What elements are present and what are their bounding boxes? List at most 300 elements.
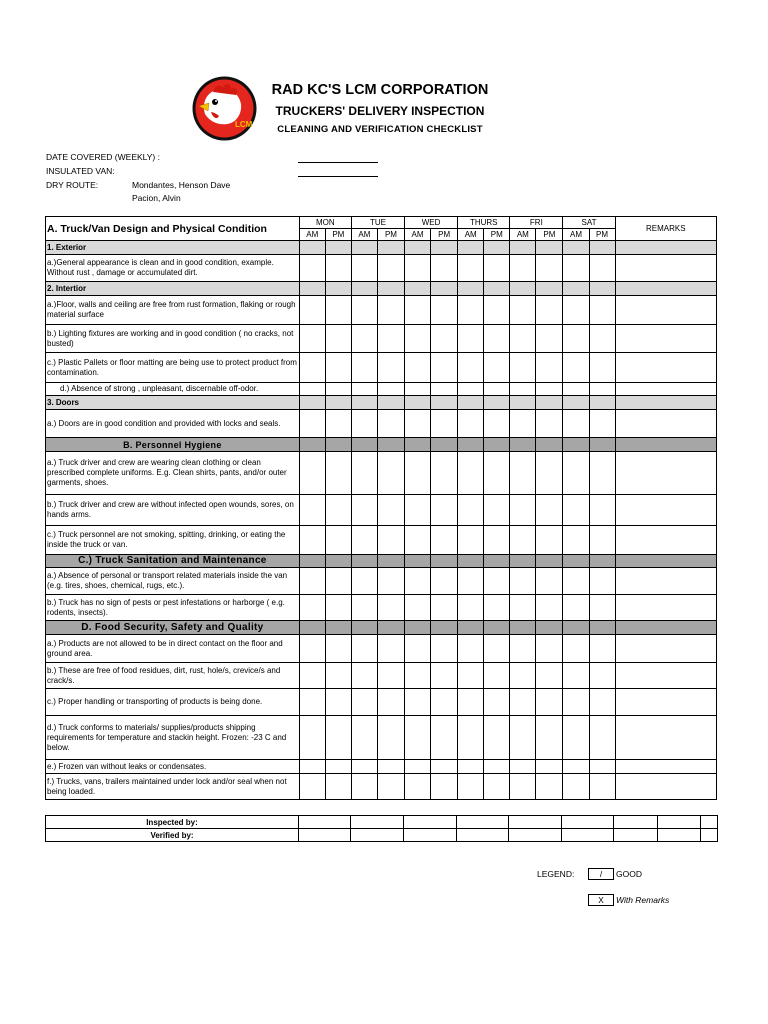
check-cell [510, 438, 536, 452]
check-cell[interactable] [351, 325, 377, 353]
check-cell[interactable] [484, 760, 510, 774]
check-cell[interactable] [431, 635, 458, 663]
check-cell[interactable] [377, 716, 404, 760]
check-cell[interactable] [405, 255, 431, 282]
checklist-item-label: c.) Plastic Pallets or floor matting are being use to protect product from contamination. [46, 353, 300, 383]
check-cell [484, 438, 510, 452]
remarks-cell [615, 396, 716, 410]
check-cell[interactable] [351, 255, 377, 282]
check-cell [563, 241, 589, 255]
signoff-cell[interactable] [299, 816, 351, 829]
signoff-cell[interactable] [562, 816, 614, 829]
remarks-cell[interactable] [615, 663, 716, 689]
pm-header: PM [325, 229, 351, 241]
legend-remarks-text: With Remarks [616, 895, 670, 905]
check-cell[interactable] [405, 568, 431, 595]
check-cell[interactable] [351, 635, 377, 663]
check-cell [589, 282, 615, 296]
check-cell[interactable] [299, 760, 325, 774]
am-header: AM [405, 229, 431, 241]
check-cell[interactable] [299, 716, 325, 760]
subsection-label: 2. Intertior [46, 282, 300, 296]
check-cell[interactable] [563, 383, 589, 396]
check-cell[interactable] [589, 526, 615, 555]
check-cell[interactable] [377, 568, 404, 595]
check-cell[interactable] [484, 663, 510, 689]
check-cell[interactable] [299, 296, 325, 325]
check-cell[interactable] [510, 452, 536, 495]
check-cell[interactable] [351, 296, 377, 325]
check-cell[interactable] [351, 410, 377, 438]
signoff-table [45, 815, 718, 842]
check-cell[interactable] [299, 526, 325, 555]
check-cell[interactable] [405, 716, 431, 760]
signoff-cell[interactable] [404, 816, 457, 829]
check-cell[interactable] [377, 452, 404, 495]
remarks-cell[interactable] [615, 774, 716, 800]
checklist-row [46, 716, 717, 760]
check-cell[interactable] [589, 689, 615, 716]
check-cell[interactable] [325, 635, 351, 663]
check-cell[interactable] [458, 495, 484, 526]
signoff-cell[interactable] [457, 816, 509, 829]
check-cell[interactable] [325, 383, 351, 396]
check-cell[interactable] [510, 568, 536, 595]
check-cell [351, 396, 377, 410]
check-cell[interactable] [431, 568, 458, 595]
check-cell[interactable] [484, 353, 510, 383]
subsection-row [46, 396, 717, 410]
check-cell[interactable] [536, 325, 563, 353]
check-cell[interactable] [299, 774, 325, 800]
check-cell[interactable] [325, 663, 351, 689]
check-cell[interactable] [377, 325, 404, 353]
check-cell[interactable] [405, 410, 431, 438]
check-cell[interactable] [431, 595, 458, 621]
signoff-cell[interactable] [614, 829, 658, 842]
signoff-cell[interactable] [701, 829, 718, 842]
check-cell[interactable] [536, 595, 563, 621]
check-cell[interactable] [351, 353, 377, 383]
remarks-cell[interactable] [615, 635, 716, 663]
check-cell[interactable] [458, 383, 484, 396]
check-cell [405, 555, 431, 568]
signoff-cell[interactable] [509, 816, 562, 829]
check-cell[interactable] [536, 410, 563, 438]
check-cell[interactable] [484, 296, 510, 325]
check-cell[interactable] [405, 495, 431, 526]
check-cell[interactable] [299, 353, 325, 383]
check-cell[interactable] [510, 689, 536, 716]
company-title: RAD KC'S LCM CORPORATION [271, 82, 489, 98]
check-cell[interactable] [377, 774, 404, 800]
check-cell[interactable] [458, 760, 484, 774]
check-cell[interactable] [563, 689, 589, 716]
check-cell[interactable] [405, 526, 431, 555]
check-cell[interactable] [299, 635, 325, 663]
check-cell[interactable] [510, 663, 536, 689]
check-cell[interactable] [431, 296, 458, 325]
remarks-cell[interactable] [615, 568, 716, 595]
check-cell[interactable] [536, 635, 563, 663]
check-cell[interactable] [510, 635, 536, 663]
check-cell[interactable] [351, 526, 377, 555]
check-cell[interactable] [325, 255, 351, 282]
remarks-cell[interactable] [615, 325, 716, 353]
check-cell[interactable] [536, 760, 563, 774]
legend-label: LEGEND: [537, 869, 575, 879]
check-cell[interactable] [510, 760, 536, 774]
check-cell[interactable] [536, 526, 563, 555]
check-cell[interactable] [536, 774, 563, 800]
remarks-cell[interactable] [615, 495, 716, 526]
check-cell[interactable] [431, 760, 458, 774]
check-cell[interactable] [325, 716, 351, 760]
check-cell[interactable] [405, 353, 431, 383]
check-cell[interactable] [458, 452, 484, 495]
check-cell[interactable] [458, 595, 484, 621]
checklist-row [46, 325, 717, 353]
check-cell[interactable] [405, 663, 431, 689]
inspected-by-label: Inspected by: [46, 816, 299, 829]
check-cell[interactable] [325, 760, 351, 774]
check-cell [458, 438, 484, 452]
check-cell[interactable] [431, 410, 458, 438]
check-cell[interactable] [458, 568, 484, 595]
check-cell[interactable] [325, 452, 351, 495]
check-cell[interactable] [431, 663, 458, 689]
check-cell[interactable] [431, 526, 458, 555]
am-header: AM [458, 229, 484, 241]
signoff-cell[interactable] [658, 816, 701, 829]
day-header-wed: WED [405, 217, 458, 229]
check-cell [325, 438, 351, 452]
check-cell[interactable] [458, 663, 484, 689]
signoff-cell[interactable] [658, 829, 701, 842]
check-cell[interactable] [510, 410, 536, 438]
check-cell[interactable] [563, 716, 589, 760]
signoff-cell[interactable] [509, 829, 562, 842]
check-cell[interactable] [458, 716, 484, 760]
check-cell[interactable] [351, 452, 377, 495]
remarks-cell[interactable] [615, 353, 716, 383]
check-cell[interactable] [589, 353, 615, 383]
check-cell[interactable] [431, 452, 458, 495]
check-cell[interactable] [325, 495, 351, 526]
signoff-cell[interactable] [351, 829, 404, 842]
check-cell[interactable] [351, 595, 377, 621]
check-cell [325, 555, 351, 568]
check-cell[interactable] [536, 296, 563, 325]
check-cell[interactable] [377, 296, 404, 325]
remarks-cell[interactable] [615, 595, 716, 621]
am-header: AM [563, 229, 589, 241]
check-cell[interactable] [589, 255, 615, 282]
check-cell[interactable] [484, 255, 510, 282]
checklist-item-label: a.)General appearance is clean and in good condition, example. Without rust , damage or accumulated dirt. [46, 255, 300, 282]
check-cell[interactable] [563, 452, 589, 495]
check-cell[interactable] [589, 760, 615, 774]
check-cell[interactable] [484, 383, 510, 396]
document-subtitle-2: CLEANING AND VERIFICATION CHECKLIST [277, 124, 483, 135]
check-cell [351, 555, 377, 568]
check-cell[interactable] [589, 325, 615, 353]
check-cell[interactable] [484, 325, 510, 353]
check-cell[interactable] [510, 595, 536, 621]
check-cell[interactable] [431, 716, 458, 760]
check-cell[interactable] [563, 568, 589, 595]
check-cell[interactable] [299, 689, 325, 716]
check-cell[interactable] [563, 255, 589, 282]
check-cell[interactable] [484, 689, 510, 716]
date-underline [298, 162, 378, 163]
remarks-cell[interactable] [615, 383, 716, 396]
check-cell[interactable] [325, 774, 351, 800]
check-cell[interactable] [377, 255, 404, 282]
check-cell[interactable] [458, 774, 484, 800]
check-cell[interactable] [299, 452, 325, 495]
am-header: AM [510, 229, 536, 241]
check-cell[interactable] [325, 526, 351, 555]
signoff-cell[interactable] [614, 816, 658, 829]
remarks-cell[interactable] [615, 255, 716, 282]
check-cell[interactable] [589, 663, 615, 689]
check-cell[interactable] [431, 774, 458, 800]
check-cell[interactable] [377, 526, 404, 555]
check-cell[interactable] [510, 716, 536, 760]
check-cell[interactable] [484, 495, 510, 526]
check-cell[interactable] [510, 353, 536, 383]
check-cell[interactable] [377, 595, 404, 621]
remarks-cell [615, 282, 716, 296]
check-cell[interactable] [589, 774, 615, 800]
checklist-item-label: a.) Absence of personal or transport related materials inside the van (e.g. tires, shoes, chemical, rugs, etc.). [46, 568, 300, 595]
check-cell[interactable] [536, 716, 563, 760]
check-cell[interactable] [377, 663, 404, 689]
checklist-item-label: e.) Frozen van without leaks or condensates. [46, 760, 300, 774]
check-cell[interactable] [563, 595, 589, 621]
check-cell[interactable] [377, 410, 404, 438]
check-cell[interactable] [458, 526, 484, 555]
check-cell[interactable] [377, 760, 404, 774]
check-cell [405, 241, 431, 255]
check-cell [325, 282, 351, 296]
check-cell[interactable] [405, 689, 431, 716]
check-cell[interactable] [351, 689, 377, 716]
check-cell[interactable] [510, 296, 536, 325]
check-cell[interactable] [510, 526, 536, 555]
check-cell[interactable] [484, 526, 510, 555]
check-cell[interactable] [536, 452, 563, 495]
section-label: B. Personnel Hygiene [46, 438, 300, 452]
check-cell[interactable] [351, 383, 377, 396]
check-cell[interactable] [458, 325, 484, 353]
check-cell[interactable] [484, 716, 510, 760]
check-cell[interactable] [299, 663, 325, 689]
check-cell [377, 241, 404, 255]
check-cell[interactable] [431, 325, 458, 353]
remarks-cell[interactable] [615, 526, 716, 555]
check-cell[interactable] [484, 410, 510, 438]
check-cell[interactable] [589, 452, 615, 495]
check-cell[interactable] [589, 595, 615, 621]
check-cell[interactable] [377, 635, 404, 663]
check-cell[interactable] [484, 452, 510, 495]
remarks-cell[interactable] [615, 296, 716, 325]
check-cell[interactable] [510, 325, 536, 353]
check-cell [458, 555, 484, 568]
check-cell[interactable] [405, 595, 431, 621]
check-cell[interactable] [563, 774, 589, 800]
check-cell[interactable] [377, 383, 404, 396]
check-cell[interactable] [299, 255, 325, 282]
check-cell[interactable] [299, 595, 325, 621]
remarks-cell[interactable] [615, 410, 716, 438]
check-cell[interactable] [351, 774, 377, 800]
check-cell[interactable] [405, 296, 431, 325]
check-cell[interactable] [589, 296, 615, 325]
checklist-row [46, 689, 717, 716]
check-cell [351, 438, 377, 452]
check-cell[interactable] [431, 255, 458, 282]
check-cell[interactable] [589, 635, 615, 663]
check-cell[interactable] [484, 635, 510, 663]
remarks-cell[interactable] [615, 452, 716, 495]
check-cell[interactable] [563, 353, 589, 383]
check-cell[interactable] [458, 353, 484, 383]
remarks-cell[interactable] [615, 716, 716, 760]
remarks-cell[interactable] [615, 760, 716, 774]
check-cell[interactable] [589, 716, 615, 760]
check-cell[interactable] [299, 495, 325, 526]
checklist-row [46, 495, 717, 526]
check-cell[interactable] [431, 495, 458, 526]
check-cell[interactable] [510, 255, 536, 282]
check-cell[interactable] [325, 410, 351, 438]
check-cell[interactable] [536, 383, 563, 396]
check-cell[interactable] [377, 353, 404, 383]
check-cell[interactable] [563, 635, 589, 663]
check-cell [431, 621, 458, 635]
check-cell[interactable] [458, 296, 484, 325]
check-cell[interactable] [484, 774, 510, 800]
check-cell[interactable] [458, 410, 484, 438]
check-cell[interactable] [536, 568, 563, 595]
check-cell[interactable] [563, 760, 589, 774]
signoff-cell[interactable] [457, 829, 509, 842]
check-cell[interactable] [351, 568, 377, 595]
check-cell[interactable] [563, 325, 589, 353]
check-cell [458, 621, 484, 635]
check-cell[interactable] [458, 255, 484, 282]
signoff-cell[interactable] [351, 816, 404, 829]
check-cell[interactable] [536, 495, 563, 526]
signoff-cell[interactable] [562, 829, 614, 842]
check-cell[interactable] [405, 383, 431, 396]
check-cell[interactable] [563, 495, 589, 526]
check-cell[interactable] [431, 353, 458, 383]
check-cell[interactable] [351, 760, 377, 774]
check-cell[interactable] [510, 495, 536, 526]
signoff-cell[interactable] [299, 829, 351, 842]
remarks-cell[interactable] [615, 689, 716, 716]
check-cell[interactable] [589, 383, 615, 396]
check-cell[interactable] [536, 353, 563, 383]
check-cell[interactable] [351, 716, 377, 760]
check-cell[interactable] [405, 774, 431, 800]
check-cell[interactable] [325, 296, 351, 325]
remarks-cell [615, 241, 716, 255]
check-cell [325, 396, 351, 410]
remarks-cell [615, 621, 716, 635]
check-cell[interactable] [484, 595, 510, 621]
check-cell[interactable] [589, 495, 615, 526]
checklist-item-label: c.) Truck personnel are not smoking, spitting, drinking, or eating the inside the truck or van. [46, 526, 300, 555]
check-cell[interactable] [589, 568, 615, 595]
check-cell[interactable] [351, 663, 377, 689]
check-cell[interactable] [299, 325, 325, 353]
check-cell[interactable] [377, 495, 404, 526]
check-cell[interactable] [431, 689, 458, 716]
check-cell[interactable] [536, 689, 563, 716]
check-cell [536, 241, 563, 255]
check-cell[interactable] [563, 663, 589, 689]
checklist-item-label: c.) Proper handling or transporting of products is being done. [46, 689, 300, 716]
check-cell[interactable] [325, 353, 351, 383]
check-cell[interactable] [405, 452, 431, 495]
check-cell[interactable] [563, 410, 589, 438]
check-cell[interactable] [325, 568, 351, 595]
check-cell[interactable] [431, 383, 458, 396]
day-header-sat: SAT [563, 217, 615, 229]
subsection-label: 1. Exterior [46, 241, 300, 255]
checklist-row [46, 774, 717, 800]
check-cell[interactable] [510, 774, 536, 800]
check-cell[interactable] [563, 296, 589, 325]
check-cell[interactable] [405, 325, 431, 353]
check-cell[interactable] [510, 383, 536, 396]
check-cell [377, 621, 404, 635]
checklist-row [46, 526, 717, 555]
check-cell[interactable] [589, 410, 615, 438]
check-cell [510, 555, 536, 568]
checklist-item-label: a.)Floor, walls and ceiling are free from rust formation, flaking or rough material surface [46, 296, 300, 325]
check-cell[interactable] [458, 635, 484, 663]
check-cell [510, 621, 536, 635]
check-cell[interactable] [325, 595, 351, 621]
signoff-cell[interactable] [701, 816, 718, 829]
check-cell [536, 438, 563, 452]
check-cell[interactable] [325, 689, 351, 716]
check-cell[interactable] [299, 410, 325, 438]
check-cell[interactable] [536, 663, 563, 689]
check-cell[interactable] [405, 635, 431, 663]
check-cell[interactable] [377, 689, 404, 716]
check-cell[interactable] [536, 255, 563, 282]
pm-header: PM [589, 229, 615, 241]
check-cell[interactable] [405, 760, 431, 774]
check-cell[interactable] [351, 495, 377, 526]
check-cell[interactable] [299, 383, 325, 396]
check-cell[interactable] [458, 689, 484, 716]
check-cell [458, 282, 484, 296]
check-cell[interactable] [325, 325, 351, 353]
check-cell[interactable] [299, 568, 325, 595]
remarks-cell [615, 555, 716, 568]
signoff-cell[interactable] [404, 829, 457, 842]
check-cell[interactable] [484, 568, 510, 595]
check-cell[interactable] [563, 526, 589, 555]
